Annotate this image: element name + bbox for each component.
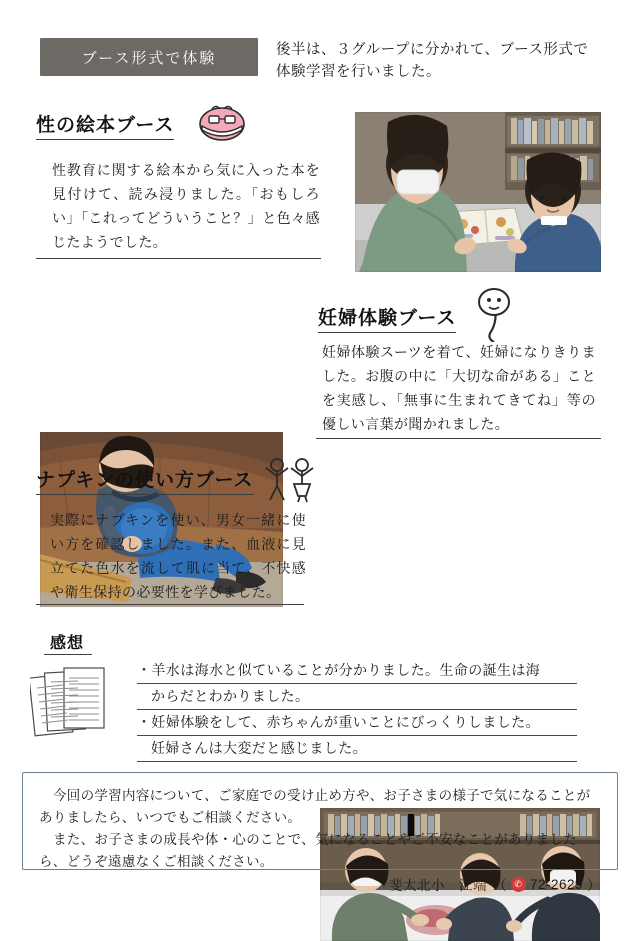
section-title-text: 妊婦体験ブース xyxy=(318,303,456,333)
section-body-napkin-booth: 実際にナプキンを使い、男女一緒に使い方を確認しました。また、血液に見立てた色水を流して肌に当て、不快感や衛生保持の必要性を学びました。 xyxy=(50,512,306,601)
list-item: 妊婦さんは大変だと感じました。 xyxy=(137,736,577,762)
header-badge: ブース形式で体験 xyxy=(40,38,258,76)
list-item: からだとわかりました。 xyxy=(137,684,577,710)
book-character-icon xyxy=(196,104,248,144)
phone-contact xyxy=(493,874,601,894)
school-name: 斐太北小 江端 xyxy=(388,878,487,894)
section-divider-1 xyxy=(36,258,321,259)
phone-number: 72-2629 xyxy=(529,876,583,892)
section-body-picture-book-booth: 性教育に関する絵本から気に入った本を見付けて、読み浸りました。「おもしろい」「これってどういうこと？」と色々感じたようでした。 xyxy=(52,162,320,251)
footer-note-box xyxy=(22,772,618,894)
worksheet-papers-icon xyxy=(30,660,126,752)
section-body-maternity-booth xyxy=(322,340,596,436)
telephone-icon: ✆ xyxy=(511,877,526,892)
impressions-label: 感想 xyxy=(50,635,85,652)
section-title-maternity-booth xyxy=(318,303,568,333)
impressions-label-underline xyxy=(44,654,92,655)
section-divider-3 xyxy=(36,604,304,605)
footer-paragraph-1: 今回の学習内容について、ご家庭での受け止め方や、お子さまの様子で気になることがありましたら、いつでもご相談ください。 xyxy=(39,788,591,825)
footer-paragraph-2: また、お子さまの成長や体・心のことで、気になることやご不安なことがありましたら、どうぞ遠慮なくご相談ください。 xyxy=(39,831,578,869)
section-title-text: ナプキンの使い方ブース xyxy=(36,465,254,495)
section-title-text: 性の絵本ブース xyxy=(36,110,174,140)
paren-open: （ xyxy=(492,878,507,894)
two-children-icon xyxy=(258,452,320,504)
sperm-character-icon xyxy=(468,288,520,342)
photo-children-reading-books xyxy=(355,112,601,272)
list-item: ・羊水は海水と似ていることが分かりました。生命の誕生は海 xyxy=(137,658,577,684)
footer-signature xyxy=(39,874,601,894)
paren-close: ） xyxy=(587,878,601,894)
header-intro-text: 後半は、３グループに分かれて、ブース形式で体験学習を行いました。 xyxy=(276,42,589,81)
section-body-text: 妊婦体験スーツを着て、妊婦になりきりました。お腹の中に「大切な命がある」ことを実感し、「無事に生まれてきてね」等の優しい言葉が聞かれました。 xyxy=(322,344,596,433)
section-divider-2 xyxy=(316,438,601,439)
header xyxy=(40,38,600,84)
list-item: ・妊婦体験をして、赤ちゃんが重いことにびっくりしました。 xyxy=(137,710,577,736)
impressions-list xyxy=(137,658,577,762)
